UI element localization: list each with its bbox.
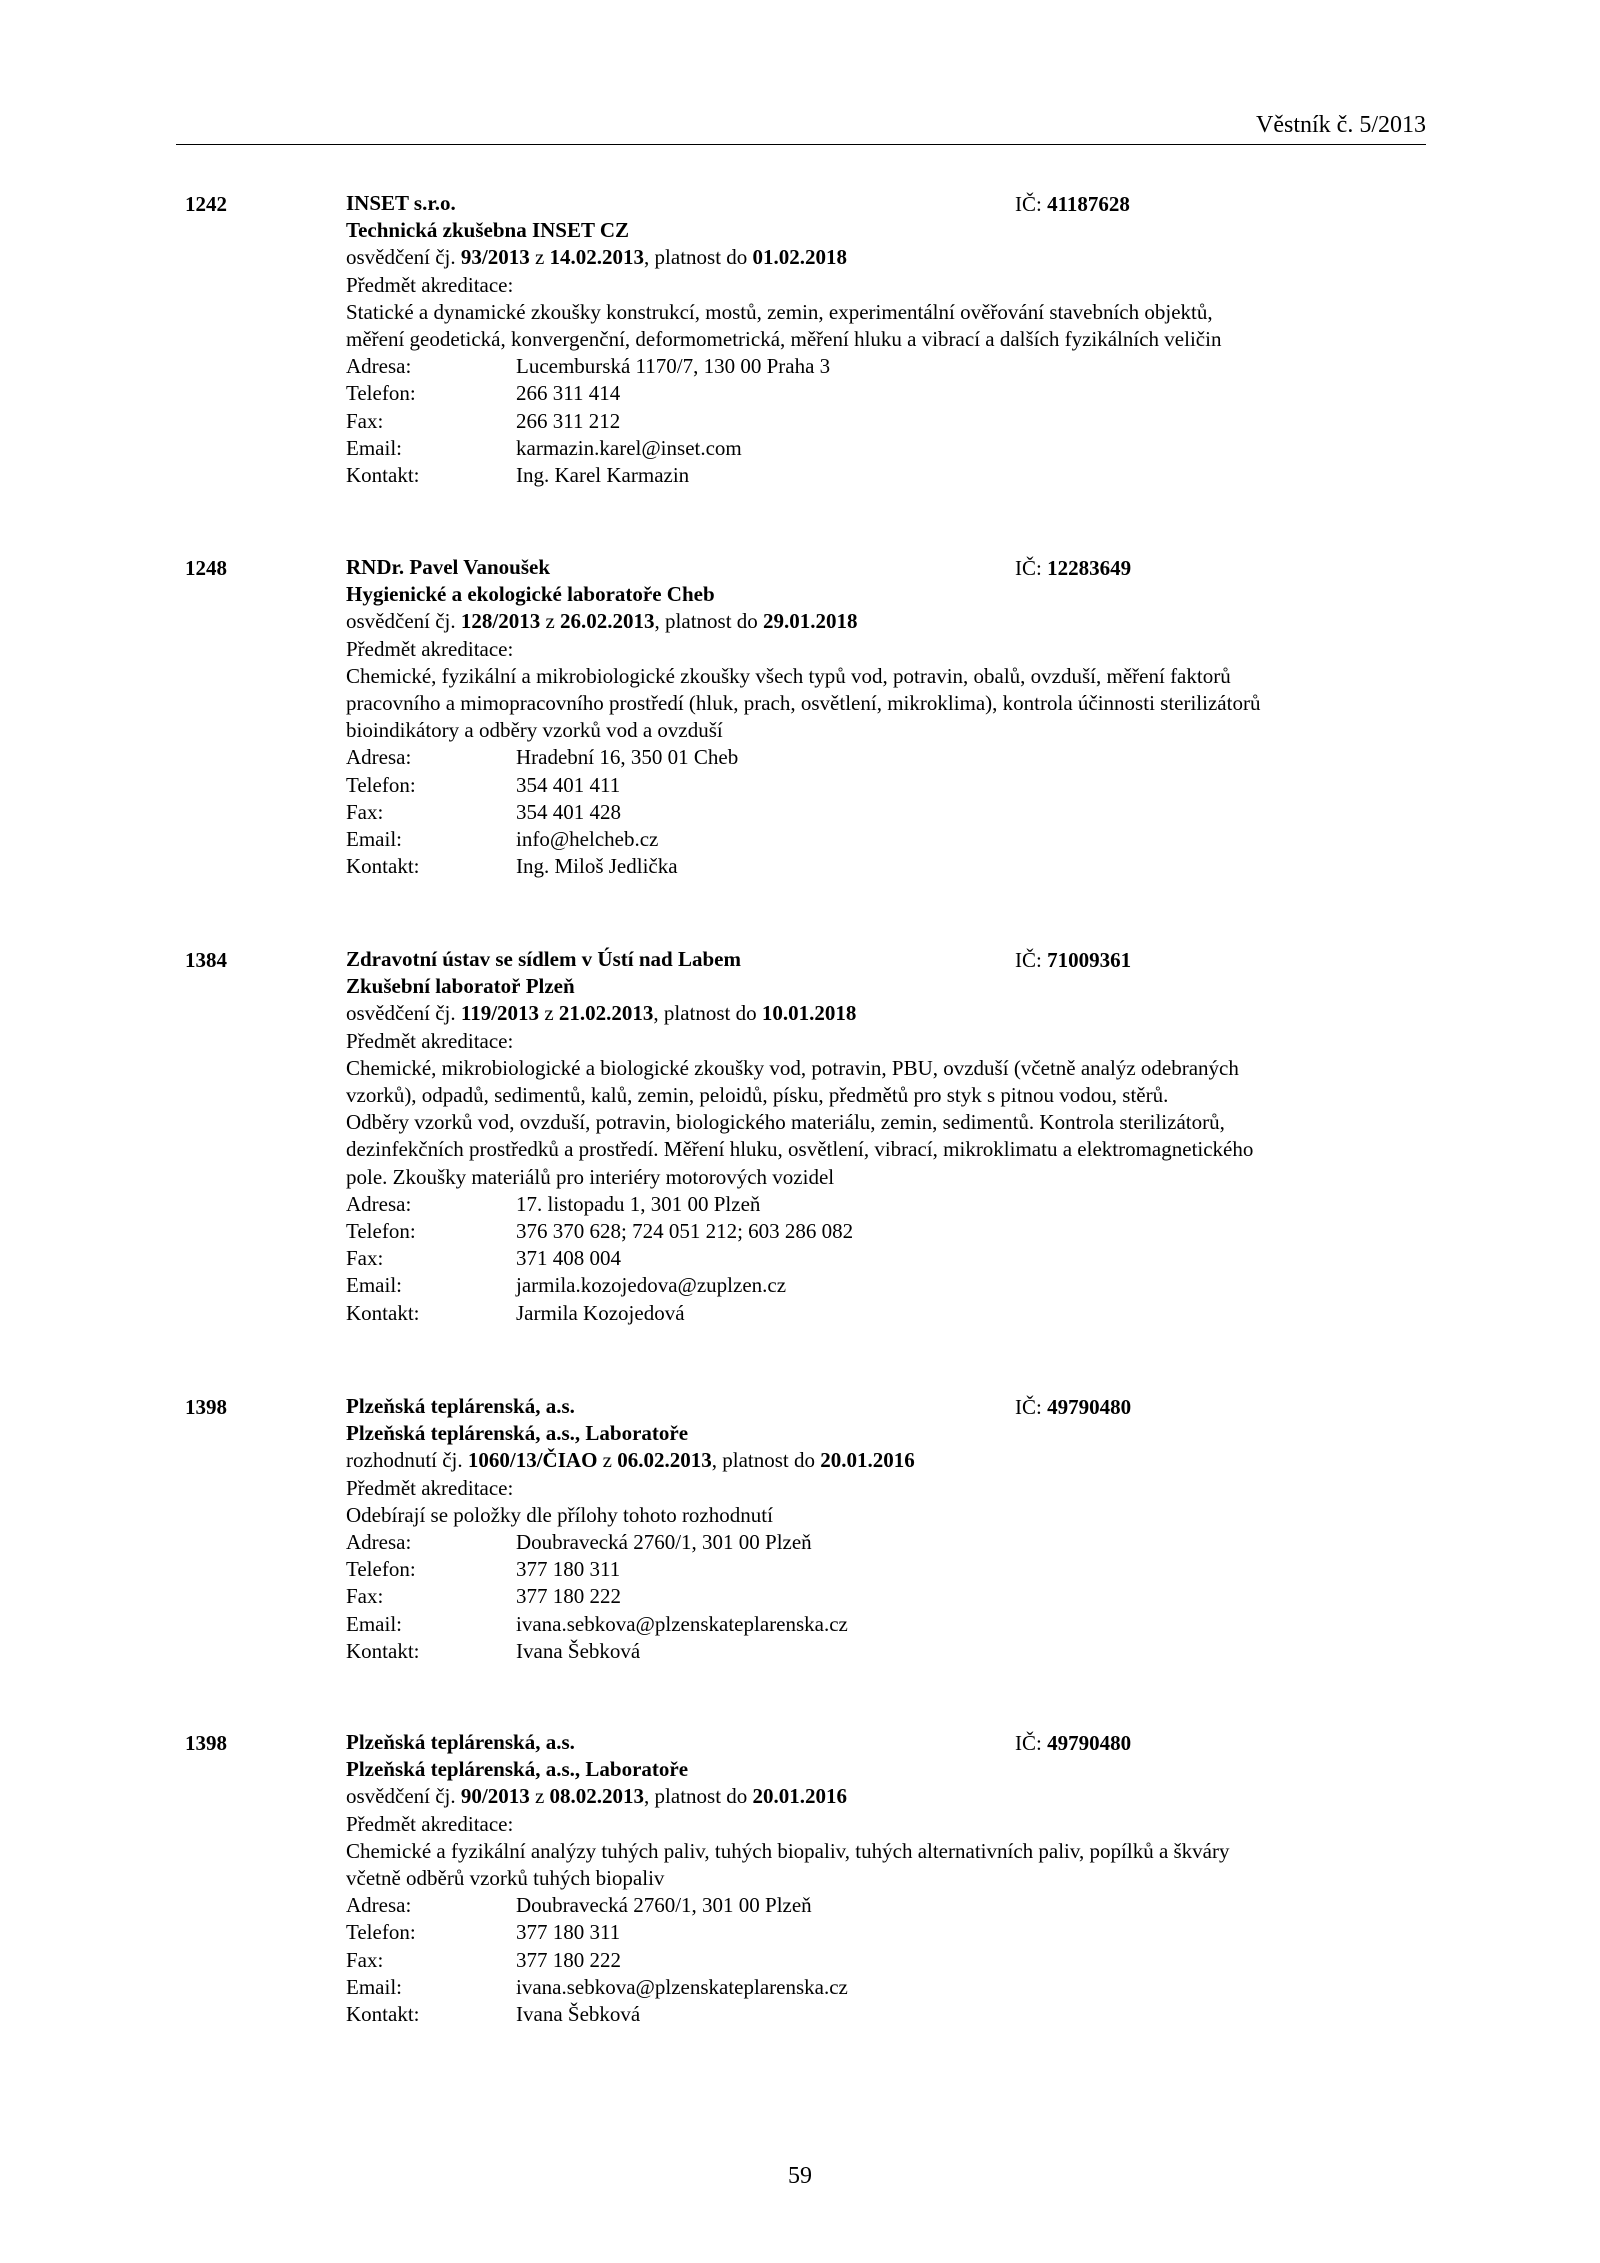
subject-label: Předmět akreditace: <box>346 1811 514 1836</box>
entry-body <box>346 946 1426 1327</box>
contact-row: Kontakt: Ivana Šebková <box>346 2002 641 2027</box>
phone-row: Telefon: 376 370 628; 724 051 212; 603 286 082 <box>346 1219 854 1244</box>
laboratory-name: Zkušební laboratoř Plzeň <box>346 974 575 999</box>
laboratory-name: Plzeňská teplárenská, a.s., Laboratoře <box>346 1757 689 1782</box>
laboratory-name: Hygienické a ekologické laboratoře Cheb <box>346 582 715 607</box>
entry-body <box>346 554 1426 880</box>
email-row: Email: karmazin.karel@inset.com <box>346 435 1426 462</box>
ic-number: IČ: 49790480 <box>1015 1731 1132 1755</box>
entry-number: 1248 <box>185 556 227 580</box>
certificate-line: osvědčení čj. 119/2013 z 21.02.2013, platnost do 10.01.2018 <box>346 1001 857 1026</box>
entry-body <box>346 1393 1426 1665</box>
entity-name: RNDr. Pavel Vanoušek <box>346 555 551 579</box>
entry-number: 1242 <box>185 192 227 216</box>
ic-number: IČ: 49790480 <box>1015 1395 1132 1419</box>
email-link[interactable]: info@helcheb.cz <box>516 827 659 852</box>
subject-label: Předmět akreditace: <box>346 636 514 661</box>
subject-line: Odebírají se položky dle přílohy tohoto rozhodnutí <box>346 1502 773 1527</box>
fax-row: Fax: 377 180 222 <box>346 1947 621 1972</box>
phone-row: Telefon: 266 311 414 <box>346 381 621 406</box>
certificate-line: osvědčení čj. 93/2013 z 14.02.2013, platnost do 01.02.2018 <box>346 245 848 270</box>
contact-row: Kontakt: Ing. Karel Karmazin <box>346 463 690 488</box>
page-header <box>176 110 1426 145</box>
decision-line: rozhodnutí čj. 1060/13/ČIAO z 06.02.2013, platnost do 20.01.2016 <box>346 1448 915 1473</box>
entity-name: Plzeňská teplárenská, a.s. <box>346 1730 575 1754</box>
email-row: Email: info@helcheb.cz <box>346 826 1426 853</box>
address-row: Adresa: Lucemburská 1170/7, 130 00 Praha 3 <box>346 354 831 379</box>
page-number: 59 <box>788 2163 812 2189</box>
entry-number: 1384 <box>185 948 227 972</box>
entry-number: 1398 <box>185 1395 227 1419</box>
contact-row: Kontakt: Ivana Šebková <box>346 1638 641 1663</box>
address-row: Adresa: Hradební 16, 350 01 Cheb <box>346 745 739 770</box>
phone-row: Telefon: 354 401 411 <box>346 772 621 797</box>
subject-line: dezinfekčních prostředků a prostředí. Měření hluku, osvětlení, vibrací, mikroklimatu a elektromagnetického <box>346 1137 1254 1162</box>
email-link[interactable]: jarmila.kozojedova@zuplzen.cz <box>516 1273 787 1298</box>
subject-line: vzorků), odpadů, sedimentů, kalů, zemin, peloidů, písku, předmětů pro styk s pitnou vodou, stěrů. <box>346 1083 1169 1108</box>
fax-row: Fax: 354 401 428 <box>346 799 621 824</box>
subject-line: měření geodetická, konvergenční, deformometrická, měření hluku a vibrací a dalších fyzikálních veličin <box>346 327 1222 352</box>
subject-line: bioindikátory a odběry vzorků vod a ovzduší <box>346 718 723 743</box>
subject-label: Předmět akreditace: <box>346 1475 514 1500</box>
entry-body <box>346 190 1426 489</box>
email-row: Email: ivana.sebkova@plzenskateplarenska.cz <box>346 1974 1426 2001</box>
ic-number: IČ: 12283649 <box>1015 556 1132 580</box>
phone-row: Telefon: 377 180 311 <box>346 1557 621 1582</box>
email-link[interactable]: karmazin.karel@inset.com <box>516 435 742 460</box>
address-row: Adresa: Doubravecká 2760/1, 301 00 Plzeň <box>346 1893 812 1918</box>
subject-line: Chemické, fyzikální a mikrobiologické zkoušky všech typů vod, potravin, obalů, ovzduší, měření faktorů <box>346 663 1231 688</box>
subject-line: včetně odběrů vzorků tuhých biopaliv <box>346 1866 665 1891</box>
subject-line: Chemické a fyzikální analýzy tuhých paliv, tuhých biopaliv, tuhých alternativních paliv, popílků a škváry <box>346 1838 1230 1863</box>
contact-row: Kontakt: Jarmila Kozojedová <box>346 1300 685 1325</box>
laboratory-name: Plzeňská teplárenská, a.s., Laboratoře <box>346 1421 689 1446</box>
email-link[interactable]: ivana.sebkova@plzenskateplarenska.cz <box>516 1611 848 1636</box>
subject-label: Předmět akreditace: <box>346 1028 514 1053</box>
address-row: Adresa: 17. listopadu 1, 301 00 Plzeň <box>346 1191 761 1216</box>
certificate-line: osvědčení čj. 90/2013 z 08.02.2013, platnost do 20.01.2016 <box>346 1784 848 1809</box>
laboratory-name: Technická zkušebna INSET CZ <box>346 218 630 243</box>
email-link[interactable]: ivana.sebkova@plzenskateplarenska.cz <box>516 1974 848 1999</box>
certificate-line: osvědčení čj. 128/2013 z 26.02.2013, platnost do 29.01.2018 <box>346 609 858 634</box>
entity-name: Plzeňská teplárenská, a.s. <box>346 1394 575 1418</box>
entity-name: Zdravotní ústav se sídlem v Ústí nad Labem <box>346 947 741 971</box>
contact-row: Kontakt: Ing. Miloš Jedlička <box>346 854 678 879</box>
bulletin-title: Věstník č. 5/2013 <box>1256 112 1426 138</box>
ic-number: IČ: 71009361 <box>1015 948 1132 972</box>
email-row: Email: ivana.sebkova@plzenskateplarenska.cz <box>346 1611 1426 1638</box>
subject-line: pole. Zkoušky materiálů pro interiéry motorových vozidel <box>346 1164 835 1189</box>
entity-name: INSET s.r.o. <box>346 191 456 215</box>
fax-row: Fax: 377 180 222 <box>346 1584 621 1609</box>
entry-number: 1398 <box>185 1731 227 1755</box>
subject-line: Chemické, mikrobiologické a biologické zkoušky vod, potravin, PBU, ovzduší (včetně analýz odebraných <box>346 1055 1239 1080</box>
phone-row: Telefon: 377 180 311 <box>346 1920 621 1945</box>
entry-body <box>346 1729 1426 2028</box>
subject-line: pracovního a mimopracovního prostředí (hluk, prach, osvětlení, mikroklima), kontrola účinnosti sterilizátorů <box>346 691 1261 716</box>
ic-number: IČ: 41187628 <box>1015 192 1130 216</box>
subject-line: Statické a dynamické zkoušky konstrukcí, mostů, zemin, experimentální ověřování stavebních objektů, <box>346 299 1213 324</box>
fax-row: Fax: 266 311 212 <box>346 408 621 433</box>
subject-label: Předmět akreditace: <box>346 272 514 297</box>
email-row: Email: jarmila.kozojedova@zuplzen.cz <box>346 1272 1426 1299</box>
subject-line: Odběry vzorků vod, ovzduší, potravin, biologického materiálu, zemin, sedimentů. Kontrola sterilizátorů, <box>346 1110 1225 1135</box>
fax-row: Fax: 371 408 004 <box>346 1246 621 1271</box>
address-row: Adresa: Doubravecká 2760/1, 301 00 Plzeň <box>346 1530 812 1555</box>
